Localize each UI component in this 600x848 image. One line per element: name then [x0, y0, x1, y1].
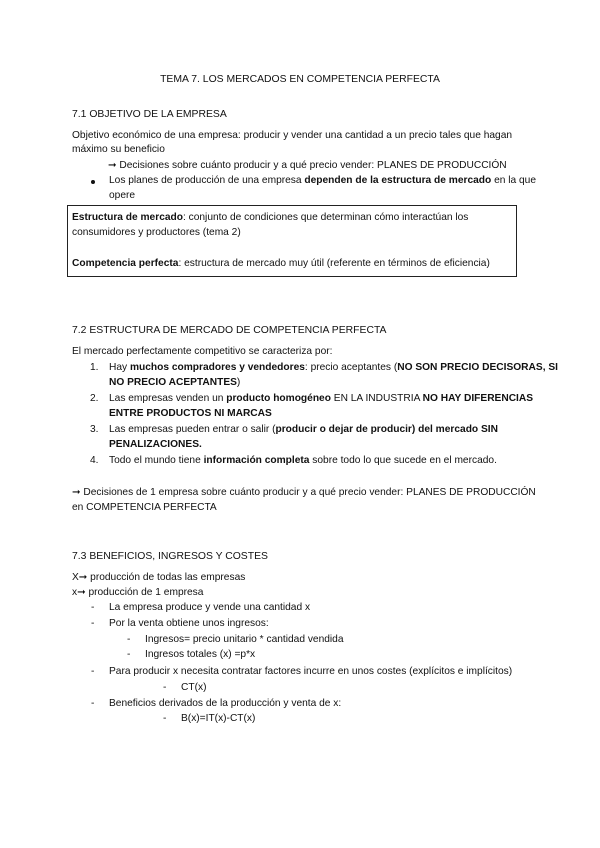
dash-marker: -: [127, 649, 131, 660]
dash-marker: -: [91, 602, 95, 613]
list-item-benefits: Beneficios derivados de la producción y venta de x:: [109, 698, 342, 709]
dash-marker: -: [163, 713, 167, 724]
objective-line-1: Objetivo económico de una empresa: producir y vender una cantidad a un precio tales que hagan: [72, 130, 513, 141]
page-title: TEMA 7. LOS MERCADOS EN COMPETENCIA PERFECTA: [160, 74, 440, 85]
section-heading-7-2: 7.2 ESTRUCTURA DE MERCADO DE COMPETENCIA PERFECTA: [72, 325, 387, 336]
list-number-1: 1.: [90, 362, 99, 373]
dash-marker: -: [127, 634, 131, 645]
sublist-item-benefit-formula: B(x)=IT(x)-CT(x): [181, 713, 256, 724]
competition-arrow-line-2: en COMPETENCIA PERFECTA: [72, 502, 217, 513]
bullet-icon: [91, 180, 95, 184]
sublist-item-income-formula: Ingresos= precio unitario * cantidad vendida: [145, 634, 344, 645]
list-item-2-line-2: ENTRE PRODUCTOS NI MARCAS: [109, 408, 272, 419]
bullet-planes-line-2: opere: [109, 190, 136, 201]
list-item-1-line-1: Hay muchos compradores y vendedores: precio aceptantes (NO SON PRECIO DECISORAS, SI: [109, 362, 558, 373]
box-structure-line-2: consumidores y productores (tema 2): [72, 227, 241, 238]
list-number-4: 4.: [90, 455, 99, 466]
list-item-2-line-1: Las empresas venden un producto homogéneo EN LA INDUSTRIA NO HAY DIFERENCIAS: [109, 393, 534, 404]
section-intro: El mercado perfectamente competitivo se caracteriza por:: [72, 346, 333, 357]
sublist-item-total-income: Ingresos totales (x) =p*x: [145, 649, 256, 660]
list-item-income: Por la venta obtiene unos ingresos:: [109, 618, 269, 629]
box-competition-line: Competencia perfecta: estructura de mercado muy útil (referente en términos de eficiencia): [72, 258, 490, 269]
list-item-1-line-2: NO PRECIO ACEPTANTES): [109, 377, 241, 388]
dash-marker: -: [163, 682, 167, 693]
section-heading-7-3: 7.3 BENEFICIOS, INGRESOS Y COSTES: [72, 551, 268, 562]
list-item-4: Todo el mundo tiene información completa sobre todo lo que sucede en el mercado.: [109, 455, 497, 466]
definition-x: x➞ producción de 1 empresa: [72, 587, 204, 598]
dash-marker: -: [91, 666, 95, 677]
list-item-3-line-2: PENALIZACIONES.: [109, 439, 202, 450]
dash-marker: -: [91, 698, 95, 709]
section-heading-7-1: 7.1 OBJETIVO DE LA EMPRESA: [72, 109, 227, 120]
bullet-planes-line-1: Los planes de producción de una empresa dependen de la estructura de mercado en la que: [109, 175, 536, 186]
list-item-3-line-1: Las empresas pueden entrar o salir (producir o dejar de producir) del mercado SIN: [109, 424, 498, 435]
list-item-produce: La empresa produce y vende una cantidad x: [109, 602, 311, 613]
list-number-3: 3.: [90, 424, 99, 435]
dash-marker: -: [91, 618, 95, 629]
box-structure-line-1: Estructura de mercado: conjunto de condiciones que determinan cómo interactúan los: [72, 212, 469, 223]
decisions-arrow-line: ➞ Decisiones sobre cuánto producir y a qué precio vender: PLANES DE PRODUCCIÓN: [108, 160, 507, 171]
objective-line-2: máximo su beneficio: [72, 144, 165, 155]
definition-X: X➞ producción de todas las empresas: [72, 572, 246, 583]
list-number-2: 2.: [90, 393, 99, 404]
list-item-costs: Para producir x necesita contratar factores incurre en unos costes (explícitos e implícitos): [109, 666, 513, 677]
sublist-item-ct: CT(x): [181, 682, 207, 693]
competition-arrow-line-1: ➞ Decisiones de 1 empresa sobre cuánto producir y a qué precio vender: PLANES DE PRODUCCIÓN: [72, 487, 536, 498]
